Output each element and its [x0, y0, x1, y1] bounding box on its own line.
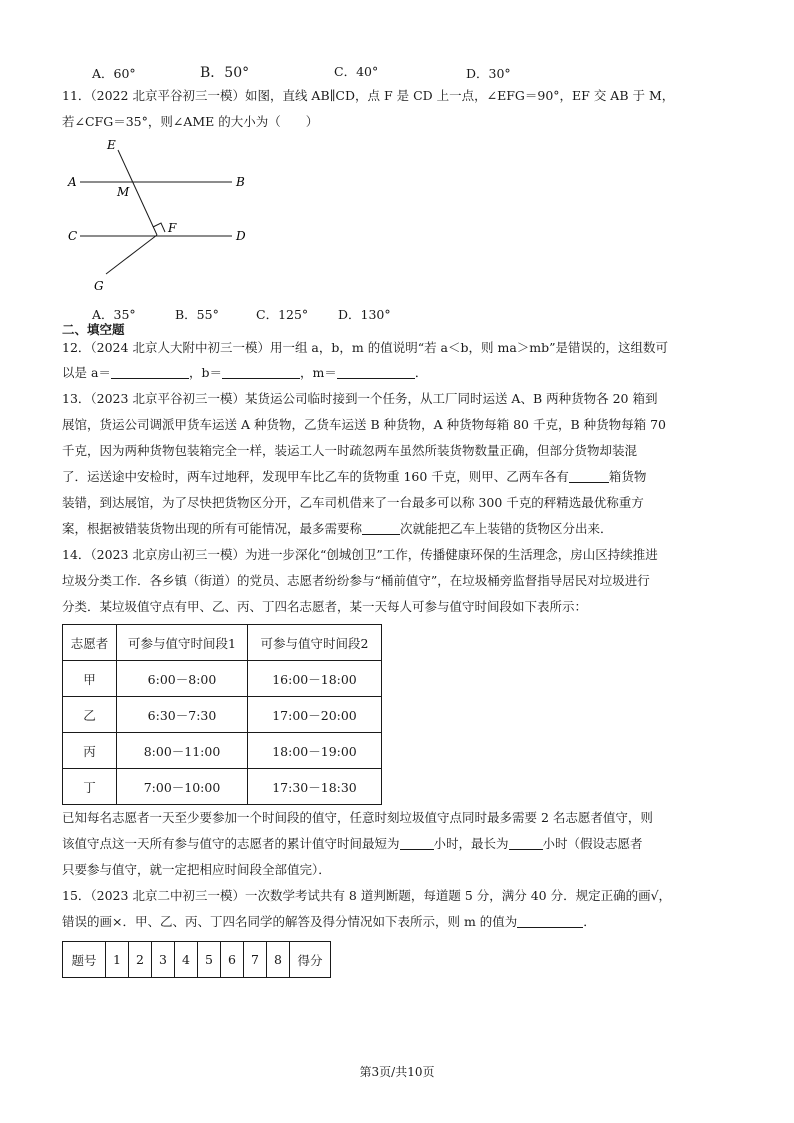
q12-end: ．	[414, 365, 428, 380]
q15-header-cell: 得分	[290, 942, 331, 978]
label-f: F	[168, 221, 177, 235]
q15-table-header-row	[63, 942, 331, 978]
q15-text-line1: 15．（2023 北京二中初三一模）一次数学考试共有 8 道判断题，每道题 5 分，满分 40 分．规定正确的画√，	[62, 888, 672, 903]
q14-after2-part1: 该值守点这一天所有参与值守的志愿者的累计值守时间最短为	[62, 836, 400, 851]
label-a: A	[68, 175, 77, 189]
q12-m-label: ，m＝	[299, 365, 337, 380]
q14-after2-part2: 小时，最长为	[433, 836, 509, 851]
q12-b-blank	[222, 366, 300, 379]
q15-blank-m	[517, 915, 583, 928]
q13-text-line2: 展馆，货运公司调派甲货车运送 A 种货物，乙货车运送 B 种货物，A 种货物每箱 80 千克，B 种货物每箱 70	[62, 417, 666, 432]
label-c: C	[68, 229, 78, 243]
q12-a-label: 以是 a＝	[62, 365, 111, 380]
q14-table-header-row	[63, 625, 382, 661]
q15-header-cell: 8	[267, 942, 290, 978]
q14-header-cell: 可参与值守时间段1	[117, 625, 248, 661]
q14-text-line3: 分类．某垃圾值守点有甲、乙、丙、丁四名志愿者，某一天每人可参与值守时间段如下表所示：	[62, 599, 588, 614]
q12-m-blank	[337, 366, 415, 379]
q12-a-blank	[111, 366, 189, 379]
q14-cell: 乙	[63, 697, 117, 733]
q14-cell: 甲	[63, 661, 117, 697]
q11-figure	[62, 136, 262, 296]
label-d: D	[236, 229, 246, 243]
q13-text-line6	[62, 521, 734, 537]
label-g: G	[94, 279, 104, 293]
q14-cell: 18:00－19:00	[248, 733, 382, 769]
q15-header-cell: 2	[129, 942, 152, 978]
q10-option-b: B．50°	[200, 65, 250, 81]
q11-option-a: A．35°	[92, 307, 136, 322]
q14-blank-shortest	[400, 837, 434, 850]
label-b: B	[236, 175, 245, 189]
q15-header-cell: 3	[152, 942, 175, 978]
q14-cell: 17:30－18:30	[248, 769, 382, 805]
q12-text-line2	[62, 365, 734, 381]
q14-blank-longest	[509, 837, 543, 850]
q15-text-line2	[62, 914, 734, 930]
q15-header-cell: 题号	[63, 942, 106, 978]
label-m: M	[117, 185, 130, 199]
q14-table-row	[63, 769, 382, 805]
q10-option-d: D．30°	[466, 66, 511, 81]
q14-table-row	[63, 733, 382, 769]
q11-option-b: B．55°	[175, 307, 219, 322]
q14-cell: 8:00－11:00	[117, 733, 248, 769]
q11-text-line2: 若∠CFG＝35°，则∠AME 的大小为（ ）	[62, 114, 319, 129]
q14-cell: 丁	[63, 769, 117, 805]
q13-blank-1	[569, 470, 609, 483]
q14-table-row	[63, 697, 382, 733]
label-e: E	[107, 138, 116, 152]
q11-text-line1: 11．（2022 北京平谷初三一模）如图，直线 AB∥CD，点 F 是 CD 上一点，∠EFG＝90°，EF 交 AB 于 M，	[62, 88, 675, 103]
q13-text-line5: 装错，到达展馆，为了尽快把货物区分开，乙车司机借来了一台最多可以称 300 千克的秤精选最优称重方	[62, 495, 644, 510]
ray-fg	[106, 235, 157, 274]
q14-text-line1: 14．（2023 北京房山初三一模）为进一步深化“创城创卫”工作，传播健康环保的生活理念，房山区持续推进	[62, 547, 658, 562]
q14-after-line3: 只要参与值守，就一定把相应时间段全部值完）．	[62, 862, 331, 877]
q14-cell: 16:00－18:00	[248, 661, 382, 697]
page-number: 第3页/共10页	[359, 1065, 435, 1079]
q15-header-cell: 7	[244, 942, 267, 978]
q15-header-cell: 1	[106, 942, 129, 978]
q14-table	[62, 624, 382, 805]
q10-option-c: C．40°	[334, 64, 379, 79]
q14-cell: 17:00－20:00	[248, 697, 382, 733]
q13-line4-before: 了．运送途中安检时，两车过地秤，发现甲车比乙车的货物重 160 千克，则甲、乙两车各有	[62, 469, 569, 484]
q11-option-c: C．125°	[256, 307, 309, 322]
q15-table	[62, 941, 331, 978]
q14-after2-part3: 小时（假设志愿者	[542, 836, 643, 851]
q12-text-line1: 12．（2024 北京人大附中初三一模）用一组 a，b，m 的值说明“若 a＜b，则 ma＞mb”是错误的，这组数可	[62, 340, 669, 355]
q14-cell: 6:00－8:00	[117, 661, 248, 697]
q13-line6-before: 案，根据被错装货物出现的所有可能情况，最多需要称	[62, 521, 363, 536]
q13-text-line3: 千克，因为两种货物包装箱完全一样，装运工人一时疏忽两车虽然所装货物数量正确，但部分货物却装混	[62, 443, 638, 458]
q10-option-a: A．60°	[92, 66, 136, 81]
q14-table-row	[63, 661, 382, 697]
q14-after-line2	[62, 836, 734, 852]
q14-header-cell: 可参与值守时间段2	[248, 625, 382, 661]
q14-cell: 丙	[63, 733, 117, 769]
q12-b-label: ，b＝	[188, 365, 222, 380]
q13-line6-after: 次就能把乙车上装错的货物区分出来．	[400, 521, 613, 536]
q15-header-cell: 4	[175, 942, 198, 978]
section-heading-fill-in: 二、填空题	[62, 322, 125, 337]
q14-after-line1: 已知每名志愿者一天至少要参加一个时间段的值守，任意时刻垃圾值守点同时最多需要 2 名志愿者值守，则	[62, 810, 653, 825]
q13-line4-after: 箱货物	[608, 469, 647, 484]
q13-text-line4	[62, 469, 734, 485]
q14-text-line2: 垃圾分类工作．各乡镇（街道）的党员、志愿者纷纷参与“桶前值守”，在垃圾桶旁监督指导居民对垃圾进行	[62, 573, 650, 588]
q14-header-cell: 志愿者	[63, 625, 117, 661]
q14-cell: 7:00－10:00	[117, 769, 248, 805]
q11-option-d: D．130°	[338, 307, 391, 322]
q13-blank-2	[362, 522, 400, 535]
q15-header-cell: 5	[198, 942, 221, 978]
q14-cell: 6:30－7:30	[117, 697, 248, 733]
q13-text-line1: 13．（2023 北京平谷初三一模）某货运公司临时接到一个任务，从工厂同时运送 A、B 两种货物各 20 箱到	[62, 391, 658, 406]
q15-header-cell: 6	[221, 942, 244, 978]
q15-line2-after: ．	[583, 914, 596, 929]
q15-line2-before: 错误的画×．甲、乙、丙、丁四名同学的解答及得分情况如下表所示，则 m 的值为	[62, 914, 518, 929]
